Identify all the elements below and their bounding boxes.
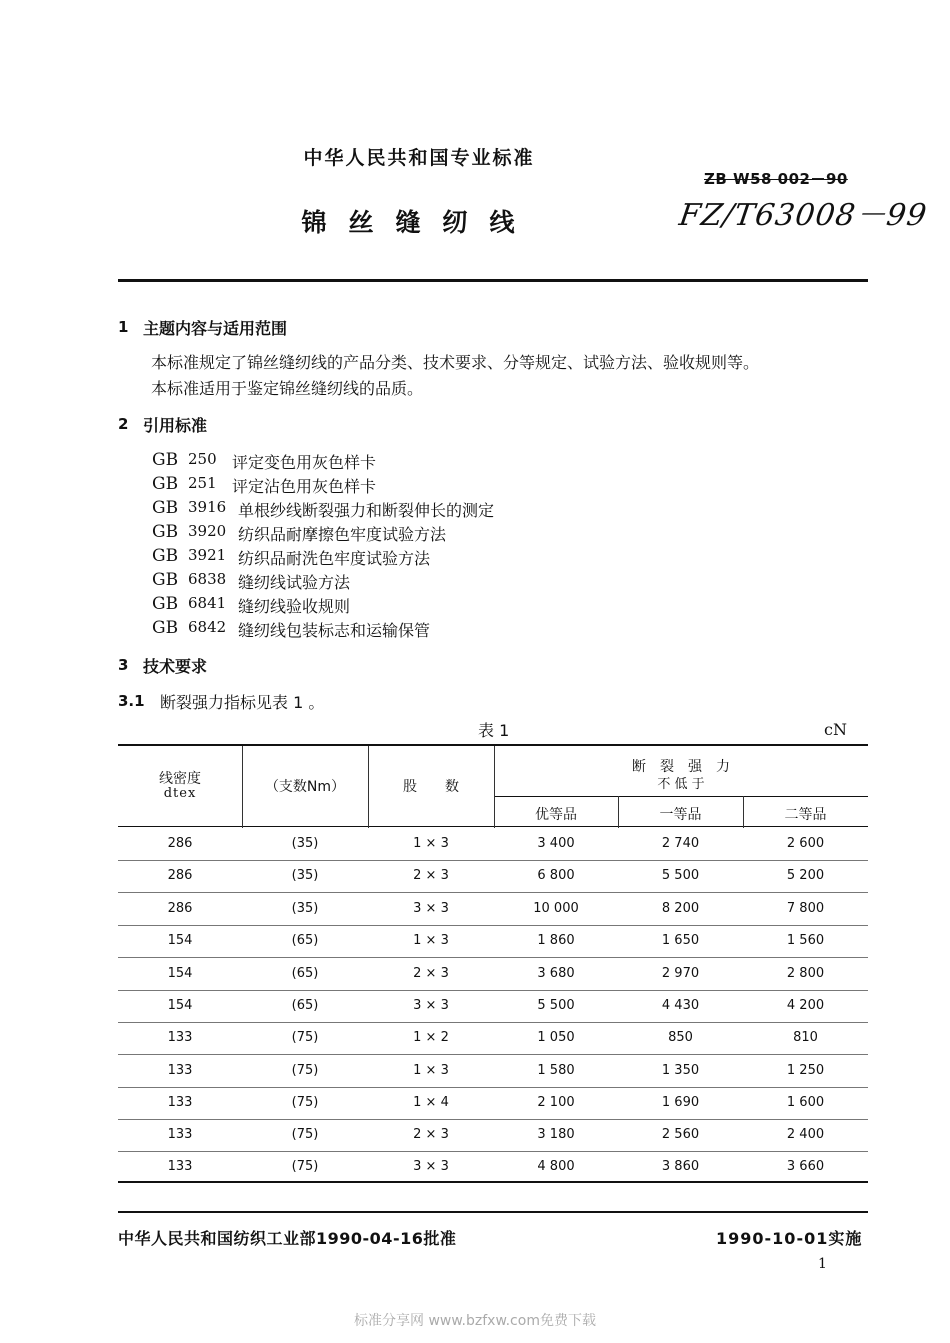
row-divider (118, 925, 868, 926)
table-cell: 2 100 (537, 1095, 575, 1110)
table-cell: 3 × 3 (413, 1159, 449, 1174)
table-cell: (75) (291, 1127, 319, 1142)
table-cell: 1 × 3 (413, 836, 449, 851)
reference-prefix: GB (152, 498, 179, 518)
column-divider (743, 796, 744, 828)
table-cell: 2 × 3 (413, 868, 449, 883)
section-3-number: 3 (118, 656, 129, 674)
table-top-rule (118, 744, 868, 746)
reference-prefix: GB (152, 450, 179, 470)
table-cell: 3 680 (537, 966, 575, 981)
table-cell: 5 200 (786, 868, 825, 883)
table-cell: 5 500 (661, 868, 700, 883)
reference-number: 6842 (188, 618, 227, 636)
reference-number: 3921 (188, 546, 227, 564)
table-cell: 2 400 (786, 1127, 825, 1142)
table-bottom-rule (118, 1181, 868, 1183)
subsection-3-1-number: 3.1 (118, 692, 145, 710)
reference-prefix: GB (152, 618, 179, 638)
table-cell: (75) (291, 1159, 319, 1174)
reference-title: 纺织品耐摩擦色牢度试验方法 (238, 525, 447, 544)
table-cell: (35) (291, 901, 319, 916)
section-3-heading: 技术要求 (143, 657, 208, 676)
section-1-paragraph-2: 本标准适用于鉴定锦丝缝纫线的品质。 (151, 379, 424, 398)
watermark: 标准分享网 www.bzfxw.com免费下载 (354, 1313, 596, 1329)
table-cell: 3 180 (537, 1127, 575, 1142)
row-divider (118, 1151, 868, 1152)
column-divider (242, 746, 243, 828)
reference-number: 250 (188, 450, 217, 468)
section-1-heading: 主题内容与适用范围 (143, 319, 288, 338)
header-grade-second: 二等品 (784, 807, 827, 823)
issuing-body: 中华人民共和国专业标准 (303, 147, 535, 169)
table-cell: 2 740 (661, 836, 700, 851)
column-divider (618, 796, 619, 828)
table-cell: 2 600 (786, 836, 825, 851)
reference-number: 6838 (188, 570, 227, 588)
reference-number: 3920 (188, 522, 227, 540)
reference-prefix: GB (152, 474, 179, 494)
table-cell: 1 560 (786, 933, 825, 948)
reference-title: 评定沾色用灰色样卡 (232, 477, 377, 496)
row-divider (118, 1087, 868, 1088)
table-cell: (75) (291, 1095, 319, 1110)
old-standard-code: ZB W58 002－90 (704, 170, 848, 188)
reference-prefix: GB (152, 522, 179, 542)
reference-item (152, 594, 552, 618)
table-cell: 7 800 (786, 901, 825, 916)
table-cell: 3 × 3 (413, 901, 449, 916)
table-cell: 1 350 (661, 1063, 700, 1078)
title-divider (118, 279, 868, 282)
reference-item (152, 546, 552, 570)
table-unit: cN (824, 720, 847, 739)
reference-item (152, 570, 552, 594)
header-grade-first: 一等品 (659, 807, 702, 823)
table-cell: 6 800 (537, 868, 575, 883)
reference-title: 缝纫线验收规则 (238, 597, 351, 616)
table-cell: 1 250 (786, 1063, 825, 1078)
row-divider (118, 1022, 868, 1023)
header-density: 线密度 (159, 771, 201, 787)
table-cell: 286 (167, 868, 193, 883)
header-ply: 股 数 (403, 779, 459, 795)
column-divider (494, 746, 495, 828)
table-cell: 2 × 3 (413, 966, 449, 981)
reference-item (152, 498, 552, 522)
table-cell: 154 (167, 966, 193, 981)
reference-title: 纺织品耐洗色牢度试验方法 (238, 549, 431, 568)
reference-number: 251 (188, 474, 217, 492)
header-density-unit: dtex (163, 786, 197, 801)
reference-item (152, 450, 552, 474)
table-cell: 133 (167, 1063, 193, 1078)
table-cell: 4 800 (537, 1159, 575, 1174)
table-cell: 810 (793, 1030, 818, 1045)
table-cell: 1 600 (786, 1095, 825, 1110)
reference-prefix: GB (152, 546, 179, 566)
document-title: 锦丝缝纫线 (301, 208, 537, 237)
table-cell: 2 970 (661, 966, 700, 981)
table-cell: (65) (291, 966, 319, 981)
table-cell: 154 (167, 998, 193, 1013)
reference-prefix: GB (152, 570, 179, 590)
table-cell: 286 (167, 901, 193, 916)
reference-title: 单根纱线断裂强力和断裂伸长的测定 (238, 501, 495, 520)
table-cell: 3 400 (537, 836, 575, 851)
table-cell: 1 860 (537, 933, 575, 948)
section-2-heading: 引用标准 (143, 416, 208, 435)
table-cell: 1 650 (661, 933, 700, 948)
table-cell: 4 430 (661, 998, 700, 1013)
header-strength: 断 裂 强 力 (632, 759, 730, 775)
table-cell: (75) (291, 1063, 319, 1078)
table-cell: (35) (291, 868, 319, 883)
reference-title: 评定变色用灰色样卡 (232, 453, 377, 472)
reference-title: 缝纫线试验方法 (238, 573, 351, 592)
section-1-paragraph-1: 本标准规定了锦丝缝纫线的产品分类、技术要求、分等规定、试验方法、验收规则等。 (151, 353, 760, 372)
table-cell: 133 (167, 1095, 193, 1110)
row-divider (118, 990, 868, 991)
reference-item (152, 522, 552, 546)
table-cell: 4 200 (786, 998, 825, 1013)
effective-date: 1990-10-01实施 (716, 1229, 863, 1248)
row-divider (118, 957, 868, 958)
table-cell: 1 050 (537, 1030, 575, 1045)
subsection-3-1-text: 断裂强力指标见表 1 。 (160, 693, 325, 712)
table-cell: 10 000 (533, 901, 579, 916)
table-cell: 8 200 (661, 901, 700, 916)
table-cell: 1 × 3 (413, 933, 449, 948)
table-cell: 133 (167, 1127, 193, 1142)
table-cell: 1 × 2 (413, 1030, 449, 1045)
table-cell: (65) (291, 998, 319, 1013)
table-cell: 133 (167, 1159, 193, 1174)
table-cell: 1 × 3 (413, 1063, 449, 1078)
table-cell: 3 660 (786, 1159, 825, 1174)
table-cell: 3 860 (661, 1159, 700, 1174)
approval-statement: 中华人民共和国纺织工业部1990-04-16批准 (118, 1229, 457, 1248)
footer-rule (118, 1211, 868, 1213)
table-cell: 286 (167, 836, 193, 851)
row-divider (118, 860, 868, 861)
reference-prefix: GB (152, 594, 179, 614)
table-cell: 5 500 (537, 998, 575, 1013)
row-divider (118, 1054, 868, 1055)
table-cell: 1 580 (537, 1063, 575, 1078)
header-count: （支数Nm） (264, 779, 346, 795)
table-cell: 154 (167, 933, 193, 948)
reference-item (152, 618, 552, 642)
reference-item (152, 474, 552, 498)
page-number: 1 (818, 1256, 827, 1272)
reference-number: 3916 (188, 498, 227, 516)
row-divider (118, 1119, 868, 1120)
table-cell: (65) (291, 933, 319, 948)
column-divider (368, 746, 369, 828)
table-cell: 1 690 (661, 1095, 700, 1110)
header-strength-sub: 不 低 于 (657, 777, 705, 792)
table-cell: 3 × 3 (413, 998, 449, 1013)
table-cell: 133 (167, 1030, 193, 1045)
new-standard-code-handwritten: FZ/T63008－99 (677, 198, 930, 233)
table-cell: 850 (668, 1030, 693, 1045)
header-grade-premium: 优等品 (535, 807, 577, 823)
section-1-number: 1 (118, 318, 129, 336)
table-cell: 2 800 (786, 966, 825, 981)
table-header-rule (118, 826, 868, 827)
row-divider (118, 892, 868, 893)
table-cell: (75) (291, 1030, 319, 1045)
table-cell: 2 560 (661, 1127, 700, 1142)
strength-subheader-rule (494, 796, 868, 797)
table-cell: 1 × 4 (413, 1095, 449, 1110)
reference-title: 缝纫线包装标志和运输保管 (238, 621, 431, 640)
table-caption: 表 1 (478, 721, 510, 740)
table-cell: (35) (291, 836, 319, 851)
reference-number: 6841 (188, 594, 227, 612)
section-2-number: 2 (118, 415, 129, 433)
table-cell: 2 × 3 (413, 1127, 449, 1142)
